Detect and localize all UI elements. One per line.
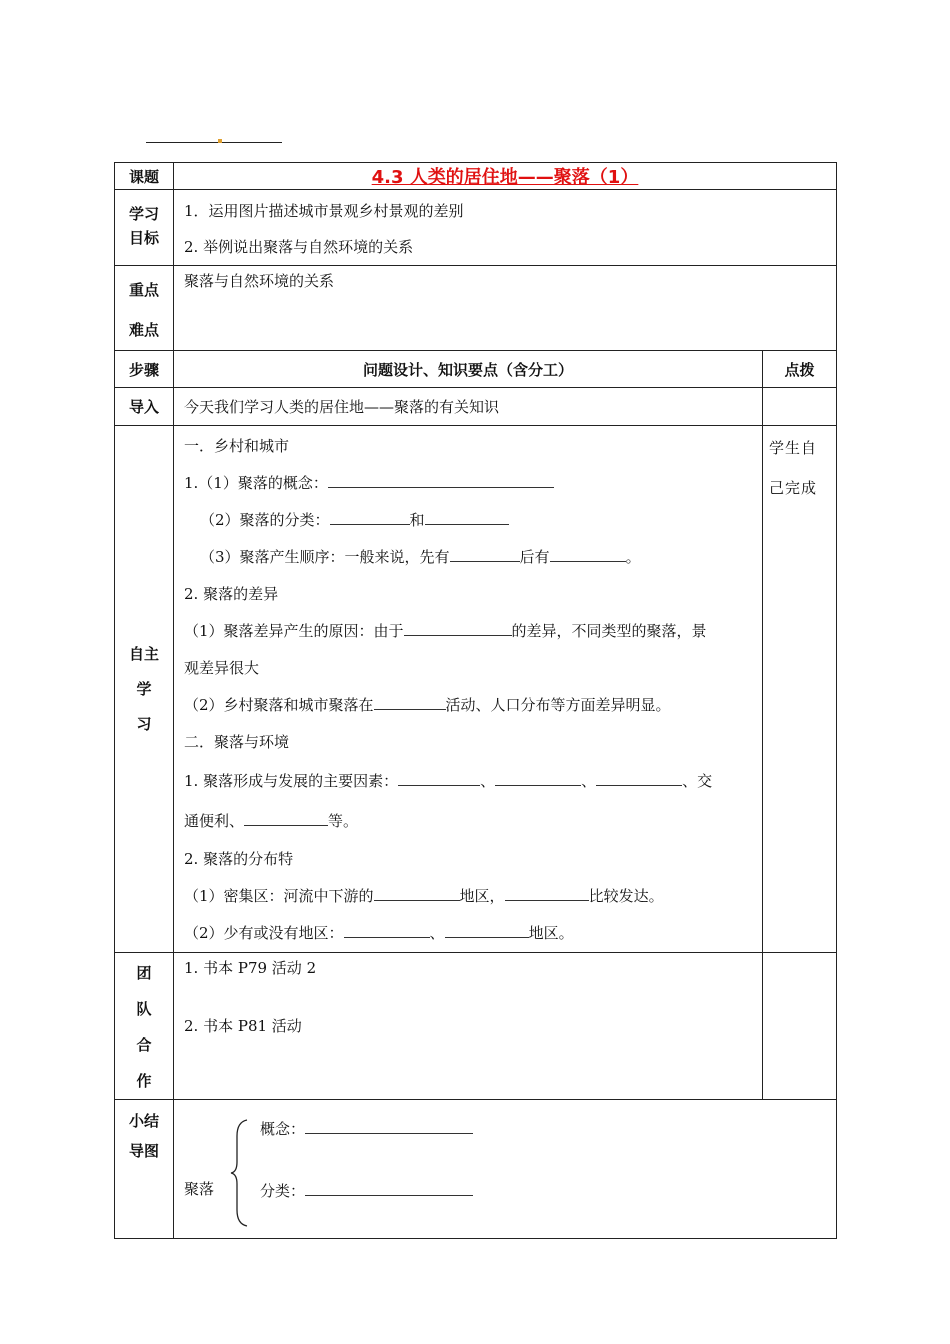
answer-blank[interactable] xyxy=(404,620,512,636)
answer-blank[interactable] xyxy=(244,810,328,826)
keypoints-label xyxy=(115,266,174,351)
header-rule xyxy=(146,142,282,143)
self-study-label-3: 习 xyxy=(136,714,152,733)
self-study-label-2: 学 xyxy=(136,679,152,698)
answer-blank[interactable] xyxy=(495,770,581,786)
answer-blank[interactable] xyxy=(398,770,480,786)
self-study-label-1: 自主 xyxy=(128,644,159,663)
teamwork-item: 1. 书本 P79 活动 2 xyxy=(184,959,317,977)
intro-hint xyxy=(763,388,837,426)
keypoints-label-2: 难点 xyxy=(128,321,159,339)
intro-text: 今天我们学习人类的居住地——聚落的有关知识 xyxy=(174,388,763,426)
teamwork-row xyxy=(115,953,837,1100)
summary-row xyxy=(115,1100,837,1239)
keypoints-cell xyxy=(174,266,837,351)
intro-row xyxy=(115,388,837,426)
objective-item: 1．运用图片描述城市景观乡村景观的差别 xyxy=(184,202,464,220)
mindmap-brace xyxy=(229,1118,251,1228)
self-study-hint xyxy=(763,426,837,953)
question-line: （2）少有或没有地区： 、 地区。 xyxy=(184,924,574,942)
self-study-label xyxy=(115,426,174,953)
question-line: （3）聚落产生顺序：一般来说，先有 后有 。 xyxy=(200,548,641,566)
page-title: 4.3 人类的居住地——聚落（1） xyxy=(371,167,639,188)
question-line: 1.（1）聚落的概念： xyxy=(184,465,762,502)
intro-label: 导入 xyxy=(115,388,174,426)
answer-blank[interactable] xyxy=(374,885,460,901)
self-study-content xyxy=(174,426,763,953)
summary-mindmap xyxy=(174,1100,837,1239)
question-line: 1. 聚落形成与发展的主要因素： 、 、 、交 xyxy=(184,772,713,790)
objectives-row xyxy=(115,190,837,266)
objectives-cell xyxy=(174,190,837,266)
answer-blank[interactable] xyxy=(330,509,410,525)
question-line-continued: 观差异很大 xyxy=(184,659,260,677)
self-study-row xyxy=(115,426,837,953)
teamwork-label-3: 合 xyxy=(136,1036,152,1054)
objectives-label xyxy=(115,190,174,266)
teamwork-hint xyxy=(763,953,837,1100)
answer-blank[interactable] xyxy=(550,546,626,562)
answer-blank[interactable] xyxy=(305,1180,473,1196)
lesson-plan-table xyxy=(114,162,837,1239)
answer-blank[interactable] xyxy=(328,472,554,488)
section-heading: 一．乡村和城市 xyxy=(184,437,290,455)
title-label: 课题 xyxy=(115,163,174,190)
question-line: （1）密集区：河流中下游的 地区， 比较发达。 xyxy=(184,887,664,905)
summary-label-2: 导图 xyxy=(128,1142,159,1160)
question-line: 通便利、 等。 xyxy=(184,812,359,830)
objectives-label-2: 目标 xyxy=(128,229,159,247)
section-subheading: 2. 聚落的差异 xyxy=(184,585,279,603)
column-header-row xyxy=(115,351,837,388)
hint-line-1: 学生自 xyxy=(769,439,818,457)
answer-blank[interactable] xyxy=(374,694,446,710)
teamwork-content xyxy=(174,953,763,1100)
question-line: （1）聚落差异产生的原因：由于 的差异，不同类型的聚落，景 xyxy=(184,622,707,640)
content-header: 问题设计、知识要点（含分工） xyxy=(174,351,763,388)
objectives-label-1: 学习 xyxy=(128,205,159,223)
question-line: （2）聚落的分类： 和 xyxy=(184,502,762,539)
keypoints-row xyxy=(115,266,837,351)
title-row xyxy=(115,163,837,190)
section-subheading: 2. 聚落的分布特 xyxy=(184,850,294,868)
title-cell xyxy=(174,163,837,190)
teamwork-label-4: 作 xyxy=(136,1072,152,1090)
mindmap-root: 聚落 xyxy=(184,1180,215,1198)
step-header: 步骤 xyxy=(115,351,174,388)
answer-blank[interactable] xyxy=(505,885,589,901)
question-line: （2）乡村聚落和城市聚落在 活动、人口分布等方面差异明显。 xyxy=(184,696,671,714)
summary-label-1: 小结 xyxy=(128,1112,159,1130)
section-heading: 二．聚落与环境 xyxy=(184,733,290,751)
header-mark xyxy=(218,139,222,143)
hint-line-2: 己完成 xyxy=(769,479,818,497)
answer-blank[interactable] xyxy=(596,770,682,786)
mindmap-branch-category: 分类： xyxy=(260,1180,473,1201)
teamwork-label xyxy=(115,953,174,1100)
answer-blank[interactable] xyxy=(445,922,529,938)
answer-blank[interactable] xyxy=(305,1118,473,1134)
summary-label xyxy=(115,1100,174,1239)
hint-header: 点拨 xyxy=(763,351,837,388)
answer-blank[interactable] xyxy=(450,546,520,562)
teamwork-item: 2. 书本 P81 活动 xyxy=(184,1017,302,1035)
objective-item: 2. 举例说出聚落与自然环境的关系 xyxy=(184,238,414,256)
answer-blank[interactable] xyxy=(344,922,430,938)
teamwork-label-2: 队 xyxy=(136,1000,152,1018)
mindmap-branch-concept: 概念： xyxy=(260,1118,473,1139)
answer-blank[interactable] xyxy=(425,509,509,525)
teamwork-label-1: 团 xyxy=(136,964,152,982)
keypoints-label-1: 重点 xyxy=(128,281,159,299)
keypoints-text: 聚落与自然环境的关系 xyxy=(184,272,335,290)
